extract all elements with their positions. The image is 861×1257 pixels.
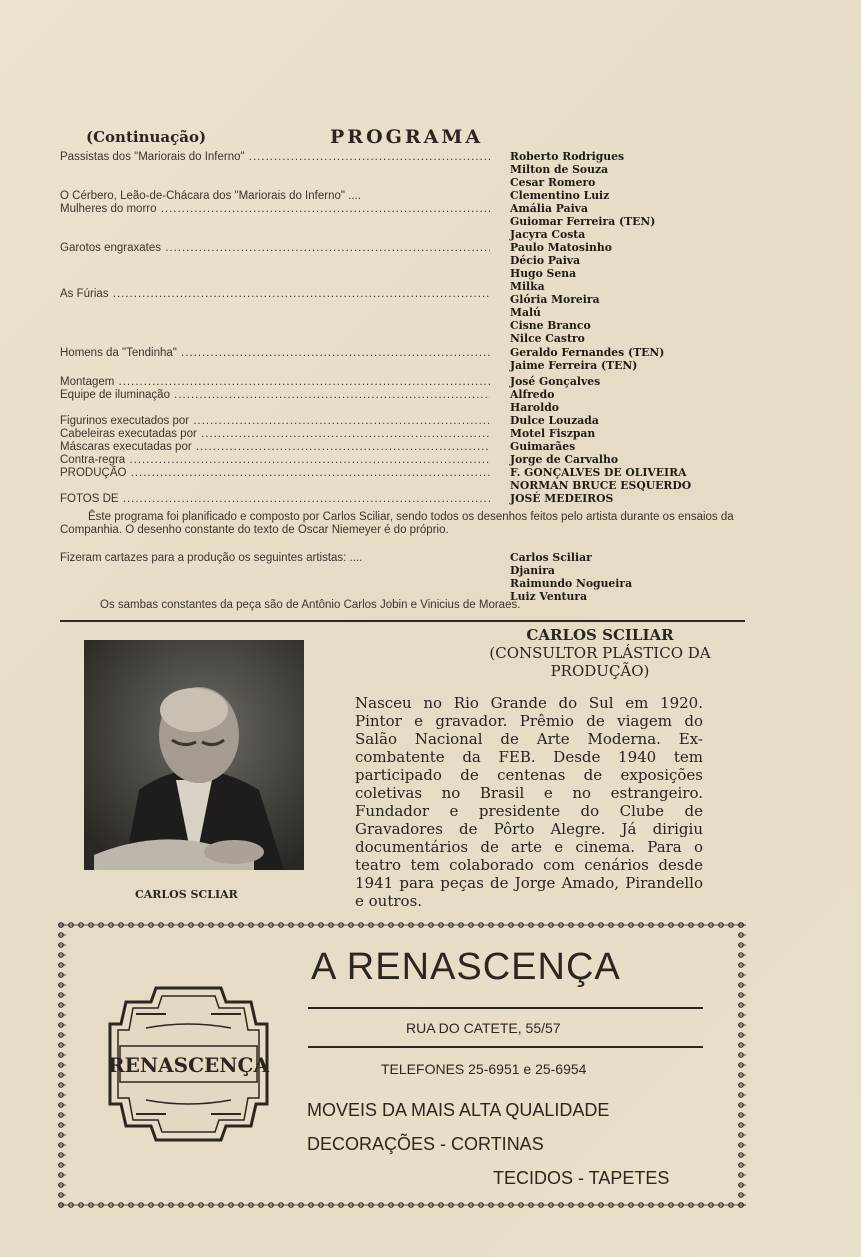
credit-row: [60, 332, 760, 346]
credit-role: PRODUÇÃO .....: [60, 466, 490, 480]
photo-caption: CARLOS SCLIAR: [135, 888, 238, 901]
credit-name: Hugo Sena: [510, 267, 577, 280]
credit-name: Guimarães: [510, 440, 576, 453]
credit-row: [60, 577, 760, 591]
credit-role: O Cérbero, Leão-de-Chácara dos "Mariorais do Inferno" ....: [60, 190, 361, 202]
bio-text: Nasceu no Rio Grande do Sul em 1920. Pintor e gravador. Prêmio de viagem do Salão Nacional de Arte Moderna. Ex-combatente da FEB. Desde 1940 tem participado de centenas de exposições coletivas no Brasil e no estrangeiro. Fundador e presidente do Clube de Gravadores de Pôrto Alegre. Já dirigiu documentários de arte e cinema. Para o teatro tem colaborado com cenários desde 1941 para peças de Jorge Amado, Pirandello e outros.: [355, 694, 703, 910]
credit-name: Guiomar Ferreira (TEN): [510, 215, 656, 228]
ad-address: RUA DO CATETE, 55/57: [406, 1020, 561, 1036]
credit-row: [60, 479, 760, 493]
credit-row: [60, 401, 760, 415]
ad-line-fabrics: TECIDOS - TAPETES: [493, 1168, 670, 1188]
credit-name: Cisne Branco: [510, 319, 591, 332]
credit-row: [60, 254, 760, 268]
ad-line-furniture: MOVEIS DA MAIS ALTA QUALIDADE: [307, 1100, 610, 1120]
credit-row: [60, 319, 760, 333]
credit-row: [60, 215, 760, 229]
credit-row: [60, 551, 760, 565]
continuation-label: (Continuação): [86, 128, 207, 146]
credit-row: [60, 176, 760, 190]
credit-name: F. GONÇALVES DE OLIVEIRA: [510, 466, 687, 479]
bio-name: CARLOS SCILIAR: [526, 626, 674, 644]
credit-name: Roberto Rodrigues: [510, 150, 625, 163]
credit-row: [60, 202, 760, 216]
credit-role: Passistas dos "Mariorais do Inferno" .....: [60, 150, 490, 164]
credit-role: Figurinos executados por .....: [60, 414, 490, 428]
renascenca-logo: [106, 984, 271, 1144]
bio-subtitle: (CONSULTOR PLÁSTICO DA: [489, 644, 711, 662]
credit-name: Cesar Romero: [510, 176, 596, 189]
credit-name: Paulo Matosinho: [510, 241, 612, 254]
program-note: Êste programa foi planificado e composto por Carlos Sciliar, sendo todos os desenhos feitos pelo artista durante os ensaios da Companhia. O desenho constante do texto de Oscar Niemeyer é do próprio.: [60, 511, 734, 536]
credit-row: [60, 306, 760, 320]
credit-name: Clementino Luiz: [510, 189, 610, 202]
credit-row: [60, 189, 760, 203]
program-header: [86, 126, 496, 150]
program-title: PROGRAMA: [330, 126, 484, 148]
credit-name: Malú: [510, 306, 541, 319]
credit-row: [60, 375, 760, 389]
bio-subtitle: PRODUÇÃO): [550, 662, 650, 680]
credit-name: Jaime Ferreira (TEN): [510, 359, 638, 372]
credit-role: FOTOS DE .....: [60, 492, 490, 506]
credit-row: [60, 466, 760, 480]
credit-name: José Gonçalves: [510, 375, 601, 388]
credit-row: [60, 453, 760, 467]
credit-row: [60, 267, 760, 281]
credit-row: [60, 228, 760, 242]
credit-role: Garotos engraxates .....: [60, 241, 490, 255]
bio-heading: [440, 626, 760, 680]
credit-role: Equipe de iluminação .....: [60, 388, 490, 402]
credit-row: [60, 388, 760, 402]
credit-name: Dulce Louzada: [510, 414, 599, 427]
credit-name: JOSÉ MEDEIROS: [510, 492, 614, 505]
credit-row: [60, 241, 760, 255]
credit-name: Jacyra Costa: [510, 228, 586, 241]
poster-artist: Carlos Sciliar: [510, 551, 592, 564]
credit-row: [60, 427, 760, 441]
credit-name: Amália Paiva: [510, 202, 588, 215]
credit-name: Décio Paiva: [510, 254, 581, 267]
sambas-note: Os sambas constantes da peça são de Antônio Carlos Jobin e Vinicius de Moraes.: [100, 599, 521, 611]
credit-role: Cabeleiras executadas por .....: [60, 427, 490, 441]
ad-divider: [308, 1007, 703, 1009]
credit-name: Haroldo: [510, 401, 559, 414]
credit-name: Jorge de Carvalho: [510, 453, 619, 466]
credit-role: As Fúrias .....: [60, 287, 490, 301]
credit-name: Glória Moreira: [510, 293, 600, 306]
credit-name: Nilce Castro: [510, 332, 585, 345]
credit-row: [60, 346, 760, 360]
credit-row: [60, 359, 760, 373]
credit-role: Contra-regra .....: [60, 453, 490, 467]
credit-row: [60, 163, 760, 177]
ad-title: A RENASCENÇA: [311, 946, 621, 988]
posters-label: Fizeram cartazes para a produção os seguintes artistas: ....: [60, 552, 363, 564]
ad-divider: [308, 1046, 703, 1048]
credit-row: [60, 293, 760, 307]
credit-name: Geraldo Fernandes (TEN): [510, 346, 665, 359]
poster-artist: Luiz Ventura: [510, 590, 588, 603]
credit-name: Motel Fiszpan: [510, 427, 596, 440]
credit-role: Máscaras executadas por .....: [60, 440, 490, 454]
credit-name: NORMAN BRUCE ESQUERDO: [510, 479, 692, 492]
poster-artist: Raimundo Nogueira: [510, 577, 633, 590]
credit-row: [60, 564, 760, 578]
credit-row: [60, 150, 760, 164]
credit-name: Milton de Souza: [510, 163, 609, 176]
artist-photo: [84, 640, 304, 870]
credit-row: [60, 492, 760, 506]
ad-line-decorations: DECORAÇÕES - CORTINAS: [307, 1134, 544, 1154]
credit-role: Homens da "Tendinha" .....: [60, 346, 490, 360]
credit-name: Milka: [510, 280, 545, 293]
section-divider: [60, 620, 745, 622]
credit-role: Montagem .....: [60, 375, 490, 389]
poster-artist: Djanira: [510, 564, 555, 577]
logo-text: RENASCENÇA: [108, 1053, 269, 1077]
credit-name: Alfredo: [510, 388, 555, 401]
credit-row: [60, 414, 760, 428]
ad-phones: TELEFONES 25-6951 e 25-6954: [381, 1061, 587, 1077]
renascenca-ad: [56, 920, 748, 1210]
credit-row: [60, 440, 760, 454]
credit-role: Mulheres do morro .....: [60, 202, 490, 216]
